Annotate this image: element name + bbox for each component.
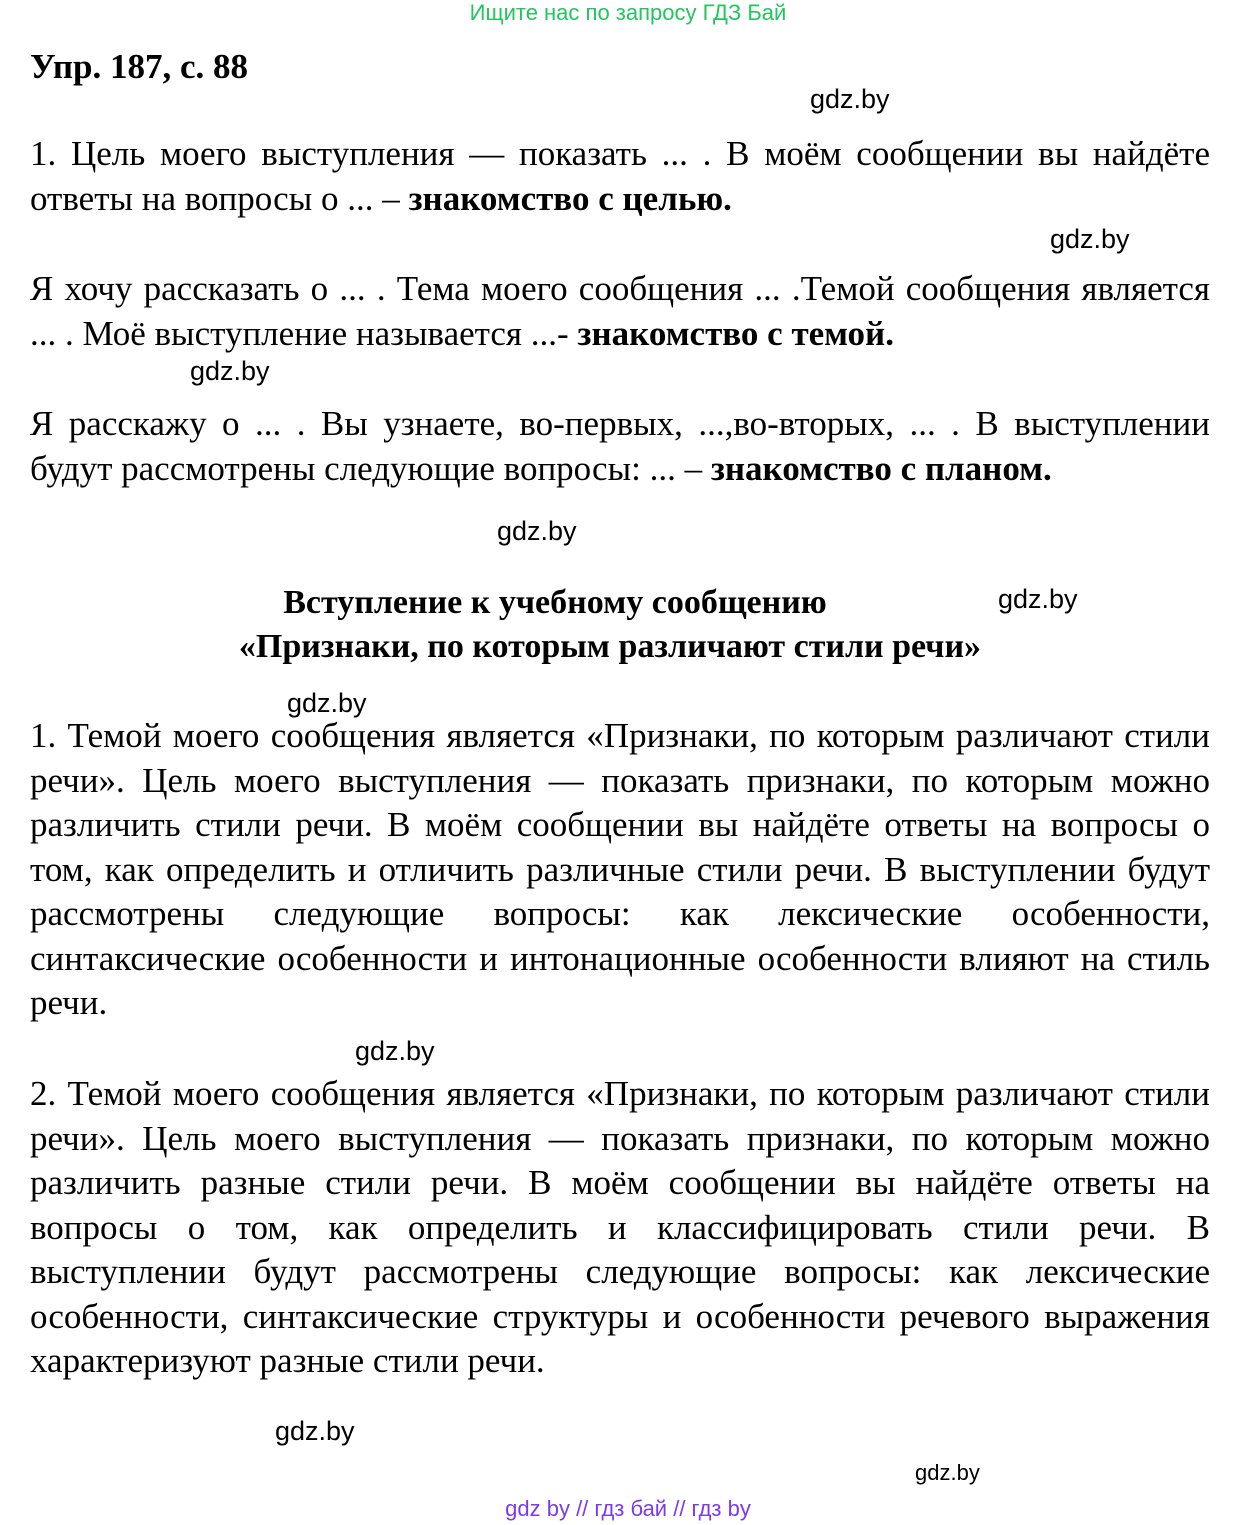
watermark: gdz.by: [810, 84, 890, 114]
intro-paragraph-1-label: знакомство с целью.: [408, 178, 732, 218]
body-paragraph-2: 2. Темой моего сообщения является «Признаки, по которым различают стили речи». Цель моего выступления — показать признаки, по которым можно различить разные стили речи. В моём сообщении вы найдёте ответы на вопросы о том, как определить и классифицировать стили речи. В выступлении будут рассмотрены следующие вопросы: как лексические особенности, синтаксические структуры и особенности речевого выражения характеризуют разные стили речи.: [30, 1074, 1210, 1380]
intro-paragraph-3: [30, 402, 1210, 491]
watermark: gdz.by: [275, 1416, 355, 1446]
intro-paragraph-2-label: знакомство с темой.: [577, 313, 894, 353]
intro-paragraph-2-text: Я хочу рассказать о ... . Тема моего сообщения ... .Темой сообщения является ... . Моё выступление называется ...-: [30, 269, 1210, 353]
intro-paragraph-1-text: 1. Цель моего выступления — показать ... . В моём сообщении вы найдёте ответы на вопросы о ... –: [30, 134, 1210, 218]
section-heading: [30, 581, 1210, 669]
watermark: gdz.by: [355, 1036, 435, 1066]
top-banner-link[interactable]: Ищите нас по запросу ГДЗ Бай: [469, 0, 787, 25]
section-heading-line-2: «Признаки, по которым различают стили речи»: [238, 628, 982, 665]
intro-paragraph-3-text: Я расскажу о ... . Вы узнаете, во-первых, ...,во-вторых, ... . В выступлении будут рассмотрены следующие вопросы: ... –: [30, 404, 1210, 488]
watermark: gdz.by: [497, 516, 577, 546]
body-paragraph-1: 1. Темой моего сообщения является «Признаки, по которым различают стили речи». Цель моего выступления — показать признаки, по которым можно различить стили речи. В моём сообщении вы найдёте ответы на вопросы о том, как определить и отличить различные стили речи. В выступлении будут рассмотрены следующие вопросы: как лексические особенности, синтаксические особенности и интонационные особенности влияют на стиль речи.: [30, 716, 1210, 1022]
watermark: gdz.by: [287, 688, 367, 718]
section-heading-line-1: Вступление к учебному сообщению: [283, 584, 827, 621]
watermark: gdz.by: [1050, 224, 1130, 254]
page-title: Упр. 187, с. 88: [30, 47, 248, 86]
footer-links[interactable]: gdz by // гдз бай // гдз by: [505, 1496, 751, 1521]
watermark: gdz.by: [190, 356, 270, 386]
watermark: gdz.by: [915, 1460, 980, 1485]
intro-paragraph-3-label: знакомство с планом.: [710, 448, 1052, 488]
watermark: gdz.by: [998, 584, 1078, 614]
intro-paragraph-2: [30, 267, 1210, 356]
intro-paragraph-1: [30, 132, 1210, 221]
